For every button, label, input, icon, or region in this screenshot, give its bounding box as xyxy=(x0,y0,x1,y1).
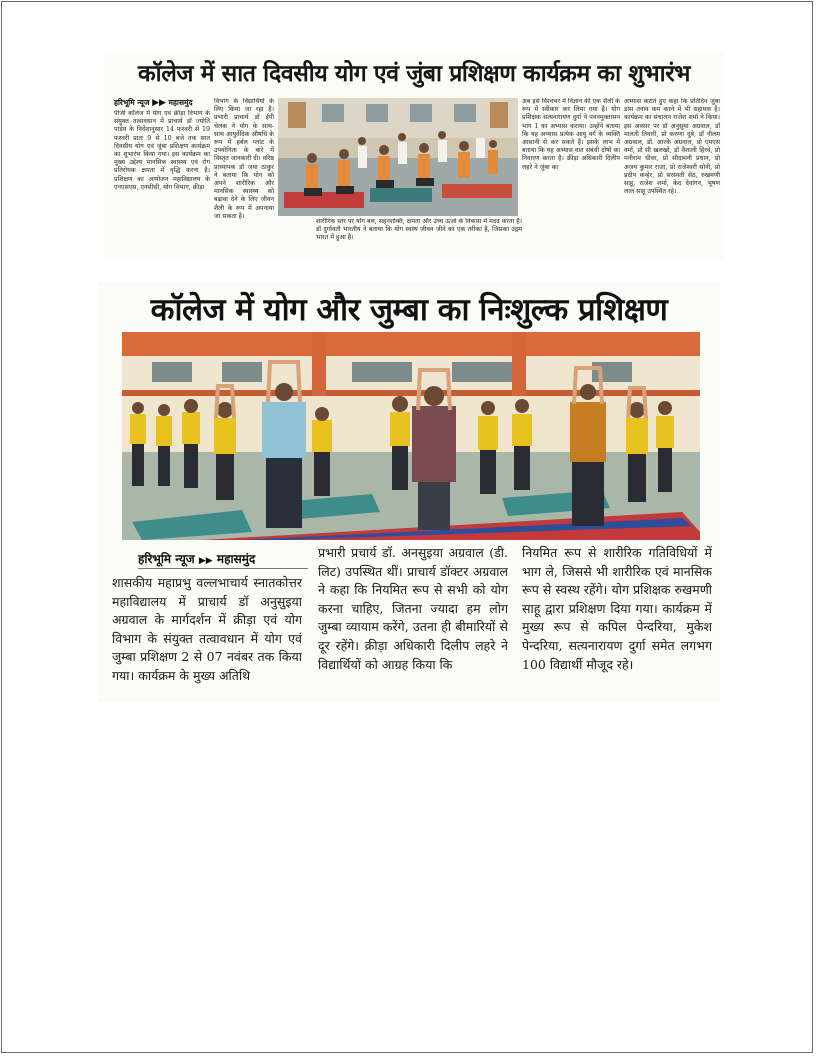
yoga-session-photo-2 xyxy=(122,332,700,540)
byline-arrow-icon: ▶▶ xyxy=(198,556,213,566)
clipping-2-column-2: प्रभारी प्रचार्य डॉ. अनसुइया अग्रवाल (डी. लिट) उपस्थित थीं। प्राचार्य डॉक्टर अग्रवाल ने कहा कि नियमित रूप से सभी को योग करना चाहिए, जितना ज्यादा हम लोग जुम्बा व्यायाम करेंगे, उतना ही बीमारियों से दूर रहेंगे। क्रीड़ा अधिकारी दिलीप लहरे ने विद्यार्थियों को आग्रह किया कि xyxy=(318,545,508,672)
byline-place: महासमुंद xyxy=(168,98,193,107)
clipping-1-column-1: पीजी कॉलेज में योग एवं क्रीड़ा विभाग के संयुक्त तत्वावधान में प्राचार्य डॉ ज्योति पांडेय के निर्देशानुसार 14 फरवरी से 19 फरवरी प्रातः 9 से 10 बजे तक सात दिवसीय योग एवं जुंबा प्रशिक्षण कार्यक्रम का शुभारंभ किया गया। इस कार्यक्रम का मुख्य उद्देश्य मानसिक स्वास्थ्य एवं रोग प्रतिरोधक क्षमता में वृद्धि करना है। प्रशिक्षण का आयोजन महाविद्यालय के एनएसएस, एनसीसी, योग विभाग, क्रीड़ा xyxy=(114,110,210,191)
byline-place: महासमुंद xyxy=(216,552,256,566)
clipping-2-photo xyxy=(122,332,700,540)
clipping-2-column-1: शासकीय महाप्रभु वल्लभाचार्य स्नातकोत्तर महाविद्यालय में प्राचार्य डॉ अनुसुइया अग्रवाल के मार्गदर्शन में क्रीड़ा एवं योग विभाग के संयुक्त तत्वावधान में योग एवं जुम्बा प्रशिक्षण 2 से 07 नवंबर तक किया गया। कार्यक्रम के मुख्य अतिथि xyxy=(112,575,302,683)
clipping-2-column-3: नियमित रूप से शारीरिक गतिविधियों में भाग ले, जिससे भी शारीरिक एवं मानसिक रूप से स्वस्थ रहेंगे। योग प्रशिक्षक रुखमणी साहू द्वारा प्रशिक्षण दिया गया। कार्यक्रम में मुख्य रूप से कपिल पेन्दरिया, मुकेश पेन्दरिया, सत्यनारायण दुर्गा समेत लगभग 100 विद्यार्थी मौजूद रहे। xyxy=(522,545,712,672)
clipping-1-headline: कॉलेज में सात दिवसीय योग एवं जुंबा प्रशिक्षण कार्यक्रम का शुभारंभ xyxy=(138,61,690,87)
clipping-2-headline: कॉलेज में योग और जुम्बा का निःशुल्क प्रशिक्षण xyxy=(150,292,668,328)
news-clipping-1 xyxy=(104,52,724,260)
clipping-1-column-2: विभाग के विद्यार्थियों के लिए किया जा रहा है। प्रभारी प्राचार्य डॉ ईपी चेलक ने योग के साथ-साथ आयुर्वेदिक औषधि के रूप में हर्बल प्लांट के उपयोगिता के बारे में विस्तृत जानकारी दी। वरिष्ठ प्राध्यापक डॉ जया ठाकुर ने बताया कि योग को अपने शारीरिक और मानसिक स्वास्थ्य को बढ़ावा देने के लिए जीवन शैली के रूप में अपनाया जा सकता है। xyxy=(214,98,274,220)
byline-arrow-icon: ▶▶ xyxy=(152,98,166,108)
byline-rule xyxy=(138,568,308,569)
clipping-1-column-5: अभ्यास कराते हुए कहा कि प्रतिदिन जुंबा डांस तनाव कम करने में भी सहायक है। कार्यक्रम का संचालन राजेश शर्मा ने किया। इस अवसर पर डॉ अनुसुया अग्रवाल, डॉ मालती तिवारी, प्रो करुणा दुबे, डॉ नीलम अग्रवाल, डॉ. आरके अग्रवाल, प्रो एमएस वर्मा, प्रो सी खलखो, डॉ वैशाली हिरवे, प्रो मनीराम धीवर, प्रो सौदामनी प्रधान, प्रो अजय कुमार राजा, प्रो राजेश्वरी सोनी, प्रो प्रदीप कन्हेर, प्रो सरस्वती सेठ, रुखमणी साहू, राजेश शर्मा, केद देवांगन, भूषण लाल साहू उपस्थित रहे। xyxy=(624,98,720,196)
clipping-2-byline xyxy=(138,550,255,567)
yoga-session-photo-1 xyxy=(278,98,518,216)
clipping-1-column-4: अब इसे विश्वभर में विज्ञान की एक शैली के रूप में स्वीकार कर लिया गया है। योग प्रशिक्षक सत्यनारायण दुर्गा ने पवनमुक्तासन भाग 1 का अभ्यास कराया। उन्होंने बताया कि यह अभ्यास प्रत्येक आयु वर्ग के व्यक्ति आसानी से कर सकते हैं। इसके लाभ में बताया कि यह अभ्यास वात संबंधी दोषों का निवारण करता है। क्रीड़ा अधिकारी दिलीप लहरे ने जुंबा का xyxy=(522,98,620,171)
clipping-1-column-3: शारीरिक स्तर पर योग बल, सहनशक्ति, क्षमता और उच्च ऊर्जा के विकास में मदद करता है। डॉ दुर्गावती भारतीय ने बताया कि योग स्वस्थ जीवन जीने का एक तरीका है, जिसका उद्गम भारत में हुआ है। xyxy=(316,218,522,242)
news-clipping-2 xyxy=(98,282,720,702)
byline-source: हरिभूमि न्यूज xyxy=(114,98,150,107)
byline-source: हरिभूमि न्यूज xyxy=(138,552,195,566)
clipping-1-photo xyxy=(278,98,518,216)
clipping-1-byline xyxy=(114,98,192,108)
